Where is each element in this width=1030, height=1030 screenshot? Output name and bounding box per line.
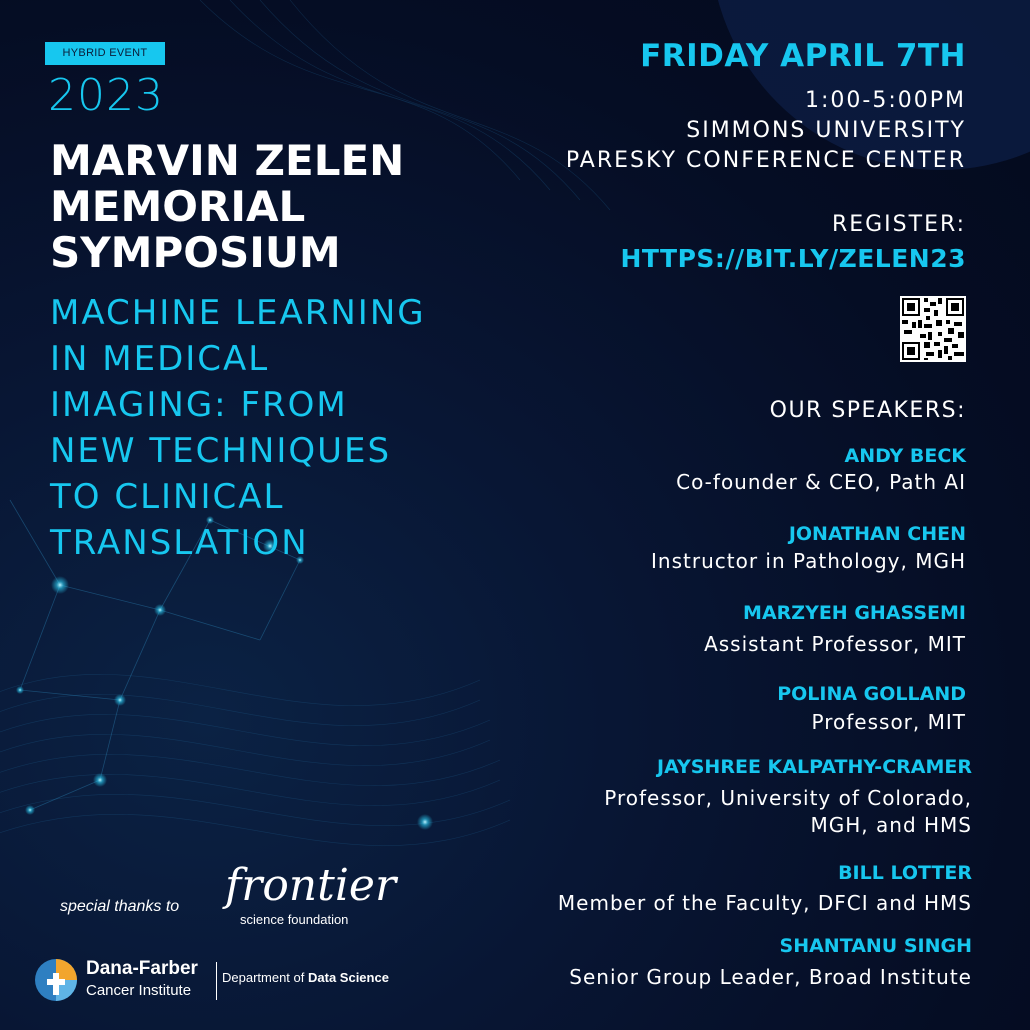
speaker-role: Member of the Faculty, DFCI and HMS — [557, 891, 972, 915]
subtitle-line-5: TO CLINICAL — [50, 477, 285, 517]
event-date: FRIDAY APRIL 7TH — [640, 38, 966, 74]
special-thanks-text: special thanks to — [60, 898, 180, 915]
speaker-role: Senior Group Leader, Broad Institute — [569, 965, 972, 989]
subtitle-line-2: IN MEDICAL — [50, 339, 270, 379]
speaker-name: BILL LOTTER — [838, 862, 972, 884]
subtitle-line-4: NEW TECHNIQUES — [50, 431, 392, 471]
department-label — [222, 970, 389, 985]
event-year: 2023 — [48, 70, 164, 121]
speaker-role: Professor, MIT — [811, 710, 966, 734]
speaker-role: Co-founder & CEO, Path AI — [676, 470, 966, 494]
venue-line-1: SIMMONS UNIVERSITY — [686, 118, 966, 143]
frontier-logo-text: frontier — [225, 860, 396, 911]
event-time: 1:00-5:00PM — [805, 88, 966, 113]
speaker-role: MGH, and HMS — [810, 813, 972, 837]
department-name: Data Science — [308, 970, 389, 985]
dana-farber-subname: Cancer Institute — [86, 982, 192, 999]
frontier-logo-subtext: science foundation — [240, 912, 349, 927]
speaker-role: Instructor in Pathology, MGH — [651, 549, 966, 573]
register-link[interactable]: HTTPS://BIT.LY/ZELEN23 — [620, 244, 966, 273]
speaker-name: SHANTANU SINGH — [779, 935, 972, 957]
title-line-2: MEMORIAL — [50, 182, 306, 231]
qr-code-icon[interactable] — [900, 296, 966, 362]
department-prefix: Department of — [222, 970, 308, 985]
speaker-role: Professor, University of Colorado, — [604, 786, 972, 810]
speaker-role: Assistant Professor, MIT — [704, 632, 966, 656]
speaker-name: POLINA GOLLAND — [777, 683, 966, 705]
hybrid-event-badge: HYBRID EVENT — [45, 42, 165, 65]
subtitle-line-1: MACHINE LEARNING — [50, 293, 426, 333]
venue-line-2: PARESKY CONFERENCE CENTER — [565, 148, 966, 173]
speaker-name: ANDY BECK — [844, 445, 966, 467]
dana-farber-name: Dana-Farber — [86, 958, 198, 979]
subtitle-line-6: TRANSLATION — [50, 523, 309, 563]
title-line-3: SYMPOSIUM — [50, 228, 341, 277]
dana-farber-logo-icon — [34, 958, 78, 1002]
title-line-1: MARVIN ZELEN — [50, 136, 405, 185]
logo-divider — [216, 962, 217, 1000]
speaker-name: JAYSHREE KALPATHY-CRAMER — [657, 756, 972, 778]
speaker-name: JONATHAN CHEN — [788, 523, 966, 545]
speaker-name: MARZYEH GHASSEMI — [743, 602, 966, 624]
register-label: REGISTER: — [831, 212, 966, 237]
subtitle-line-3: IMAGING: FROM — [50, 385, 348, 425]
speakers-heading: OUR SPEAKERS: — [769, 398, 966, 423]
